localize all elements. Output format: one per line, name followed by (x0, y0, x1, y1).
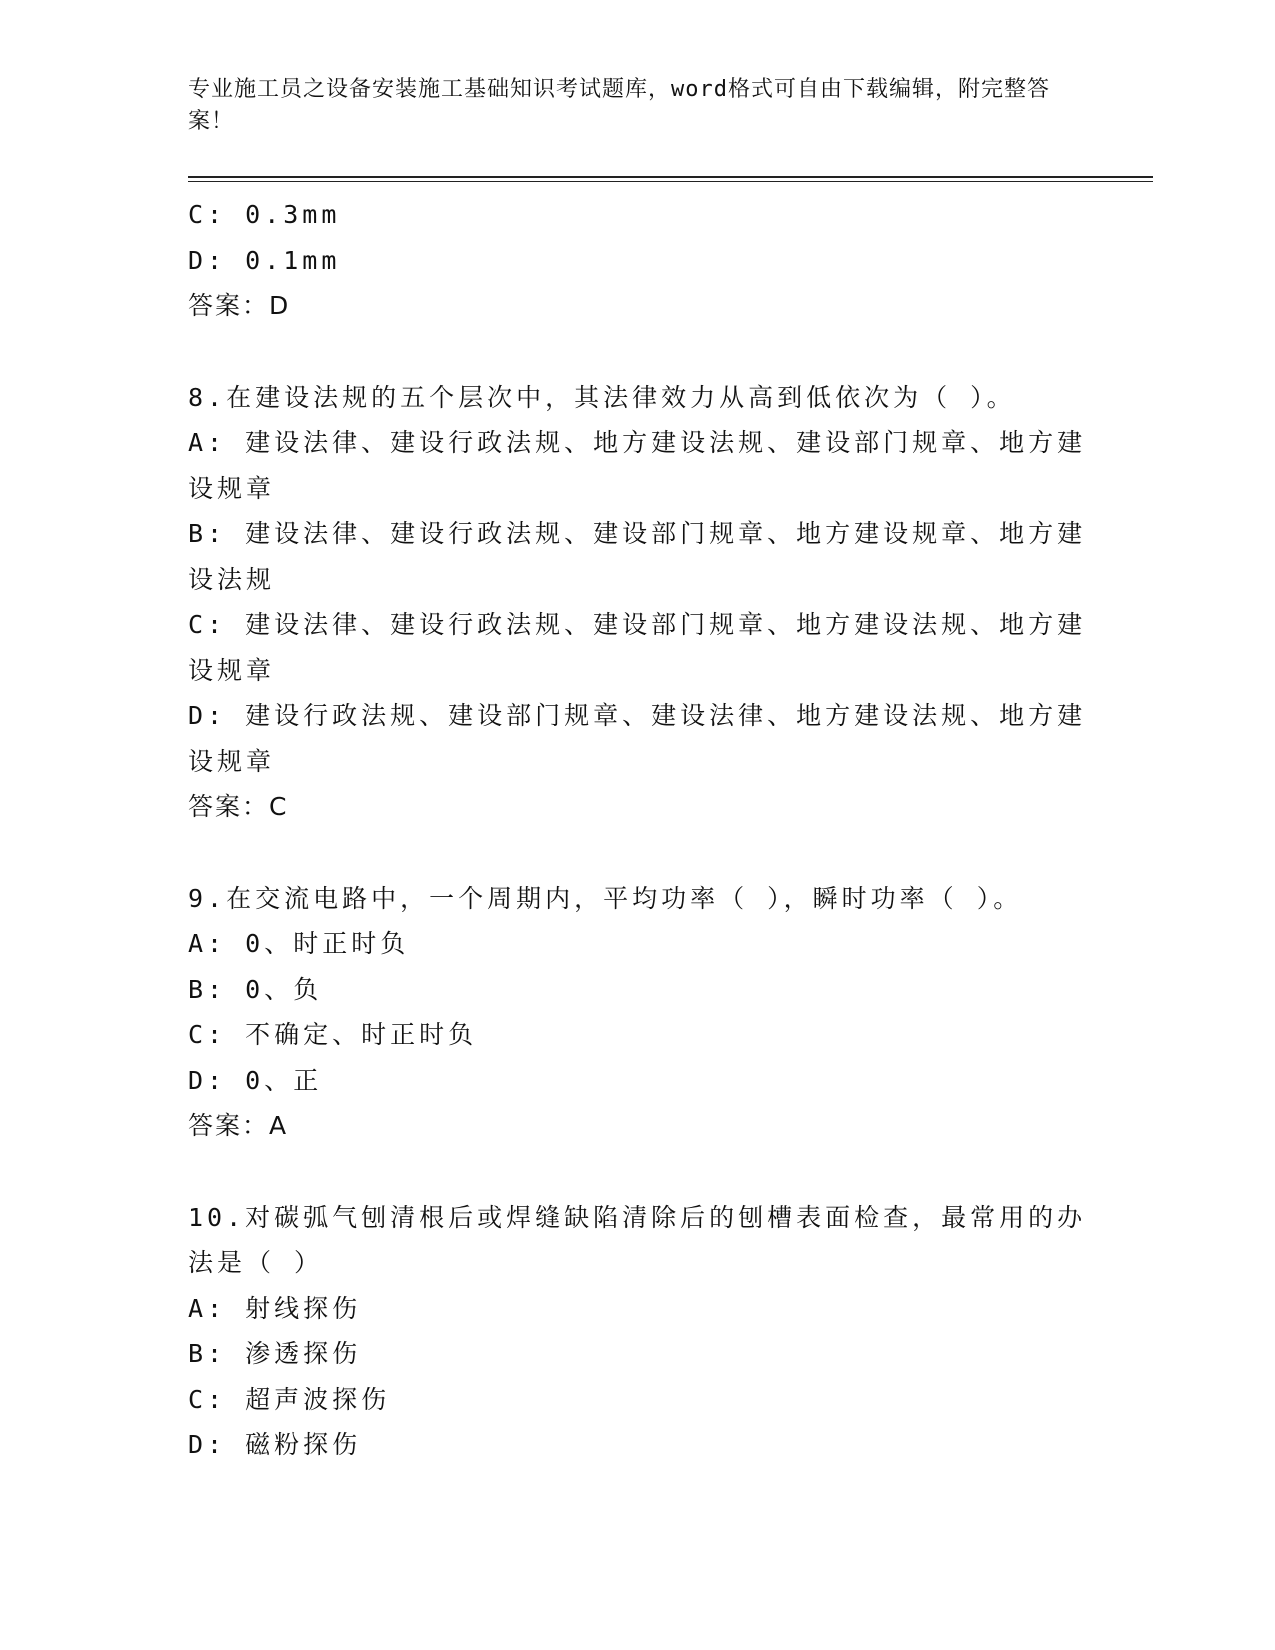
option-c: C: 0.3mm (188, 200, 341, 229)
option-d: D: 磁粉探伤 (188, 1430, 362, 1459)
question-stem: 8.在建设法规的五个层次中，其法律效力从高到低依次为（ ）。 (188, 382, 1016, 412)
option-a: A: 0、时正时负 (188, 929, 410, 958)
option-a: A: 建设法律、建设行政法规、地方建设法规、建设部门规章、地方建设规章 (188, 428, 1087, 503)
option-c: C: 不确定、时正时负 (188, 1020, 478, 1049)
question-stem: 9.在交流电路中，一个周期内，平均功率（ ），瞬时功率（ ）。 (188, 883, 1023, 913)
option-c: C: 超声波探伤 (188, 1384, 391, 1414)
option-d: D: 0、正 (188, 1065, 323, 1095)
answer-line: 答案：C (188, 792, 289, 821)
question-content (188, 192, 1088, 1468)
option-d: D: 建设行政法规、建设部门规章、建设法律、地方建设法规、地方建设规章 (188, 701, 1087, 776)
answer-line: 答案：D (188, 291, 291, 320)
option-b: B: 渗透探伤 (188, 1339, 362, 1368)
document-header: 专业施工员之设备安装施工基础知识考试题库，word格式可自由下载编辑，附完整答案！ (188, 77, 1050, 134)
option-c: C: 建设法律、建设行政法规、建设部门规章、地方建设法规、地方建设规章 (188, 610, 1087, 685)
question-stem: 10.对碳弧气刨清根后或焊缝缺陷清除后的刨槽表面检查，最常用的办法是（ ） (188, 1202, 1087, 1277)
option-b: B: 0、负 (188, 974, 323, 1004)
option-b: B: 建设法律、建设行政法规、建设部门规章、地方建设规章、地方建设法规 (188, 519, 1087, 594)
header-rule-thin (188, 181, 1153, 182)
option-a: A: 射线探伤 (188, 1293, 362, 1323)
option-d: D: 0.1mm (188, 245, 341, 275)
answer-line: 答案：A (188, 1111, 289, 1140)
header-rule (188, 176, 1153, 178)
